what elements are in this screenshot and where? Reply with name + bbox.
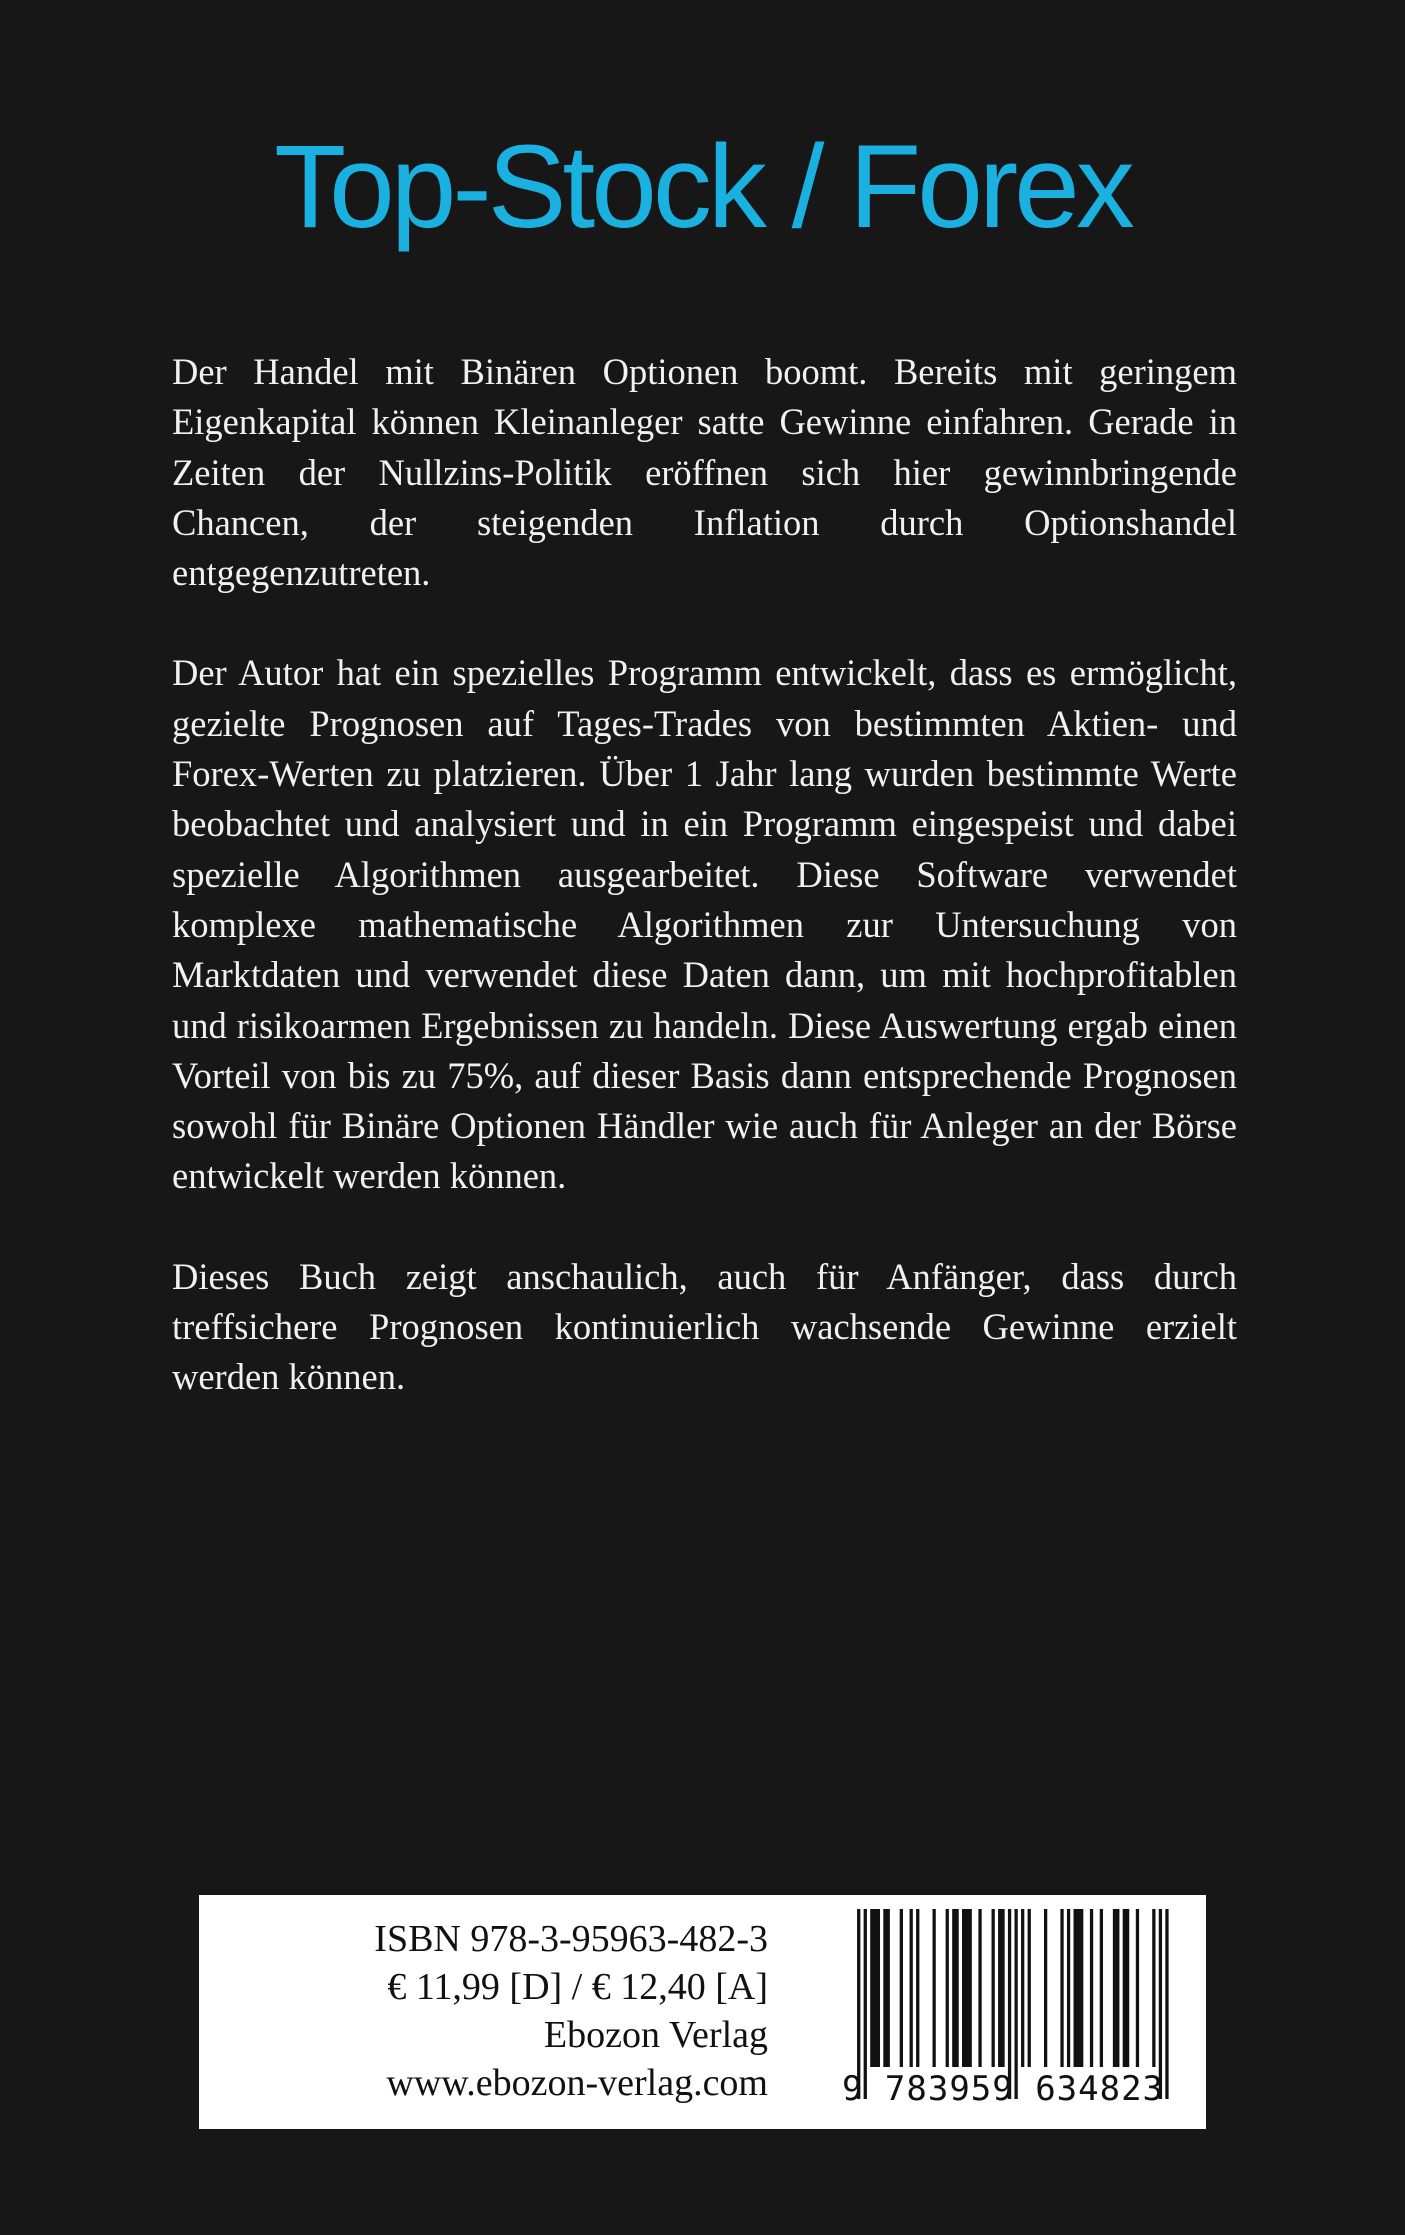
barcode-bar-7: [933, 1909, 936, 2067]
barcode-bar-10: [962, 1909, 972, 2067]
imprint-text: [374, 1915, 768, 2107]
barcode-bar-21: [1074, 1909, 1084, 2067]
barcode-bar-8: [946, 1909, 949, 2067]
barcode-bar-20: [1067, 1909, 1070, 2067]
barcode-bar-13: [998, 1909, 1005, 2067]
imprint-box: [199, 1895, 1206, 2129]
barcode-bar-5: [910, 1909, 913, 2067]
barcode-bar-19: [1060, 1909, 1063, 2067]
blurb-paragraph-3: Dieses Buch zeigt anschaulich, auch für Anfänger, dass durch treffsichere Prognosen kontinuierlich wachsende Gewinne erzielt werden können.: [172, 1255, 1237, 1398]
barcode-bar-3: [883, 1909, 890, 2067]
barcode-bar-6: [916, 1909, 919, 2067]
barcode-digits: 9 783959 634823: [841, 2069, 1165, 2109]
back-cover-blurb: [172, 347, 1237, 1453]
price-text: € 11,99 [D] / € 12,40 [A]: [387, 1966, 768, 2008]
publisher-name: Ebozon Verlag: [543, 2014, 768, 2056]
isbn-barcode: [821, 1909, 1185, 2121]
barcode-bar-4: [900, 1909, 903, 2067]
barcode-bar-12: [992, 1909, 995, 2067]
book-title: Top-Stock / Forex: [274, 121, 1131, 253]
publisher-website: www.ebozon-verlag.com: [386, 2062, 768, 2104]
barcode-bar-16: [1021, 1909, 1024, 2067]
barcode-bar-27: [1152, 1909, 1155, 2067]
barcode-bar-22: [1090, 1909, 1093, 2067]
barcode-bar-2: [870, 1909, 880, 2067]
barcode-bar-17: [1028, 1909, 1031, 2067]
barcode-bar-23: [1100, 1909, 1103, 2067]
barcode-bar-9: [952, 1909, 959, 2067]
barcode-bar-18: [1044, 1909, 1047, 2067]
isbn-text: ISBN 978-3-95963-482-3: [374, 1918, 768, 1960]
barcode-bar-24: [1113, 1909, 1120, 2067]
barcode-bar-26: [1136, 1909, 1139, 2067]
barcode-bar-25: [1123, 1909, 1130, 2067]
barcode-bar-11: [978, 1909, 981, 2067]
blurb-paragraph-1: Der Handel mit Binären Optionen boomt. Bereits mit geringem Eigenkapital können Kleinanleger satte Gewinne einfahren. Gerade in Zeiten der Nullzins-Politik eröffnen sich hier gewinnbringende Chancen, der steigenden Inflation durch Optionshandel entgegenzutreten.: [172, 351, 1237, 594]
blurb-paragraph-2: Der Autor hat ein spezielles Programm entwickelt, dass es ermöglicht, gezielte Prognosen auf Tages-Trades von bestimmten Aktien- und Forex-Werten zu platzieren. Über 1 Jahr lang wurden bestimmte Werte beobachtet und analysiert und in ein Programm eingespeist und dabei spezielle Algorithmen ausgearbeitet. Diese Software verwendet komplexe mathematische Algorithmen zur Untersuchung von Marktdaten und verwendet diese Daten dann, um mit hochprofitablen und risikoarmen Ergebnissen zu handeln. Diese Auswertung ergab einen Vorteil von bis zu 75%, auf dieser Basis dann entsprechende Prognosen sowohl für Binäre Optionen Händler wie auch für Anleger an der Börse entwickelt werden können.: [172, 652, 1237, 1197]
